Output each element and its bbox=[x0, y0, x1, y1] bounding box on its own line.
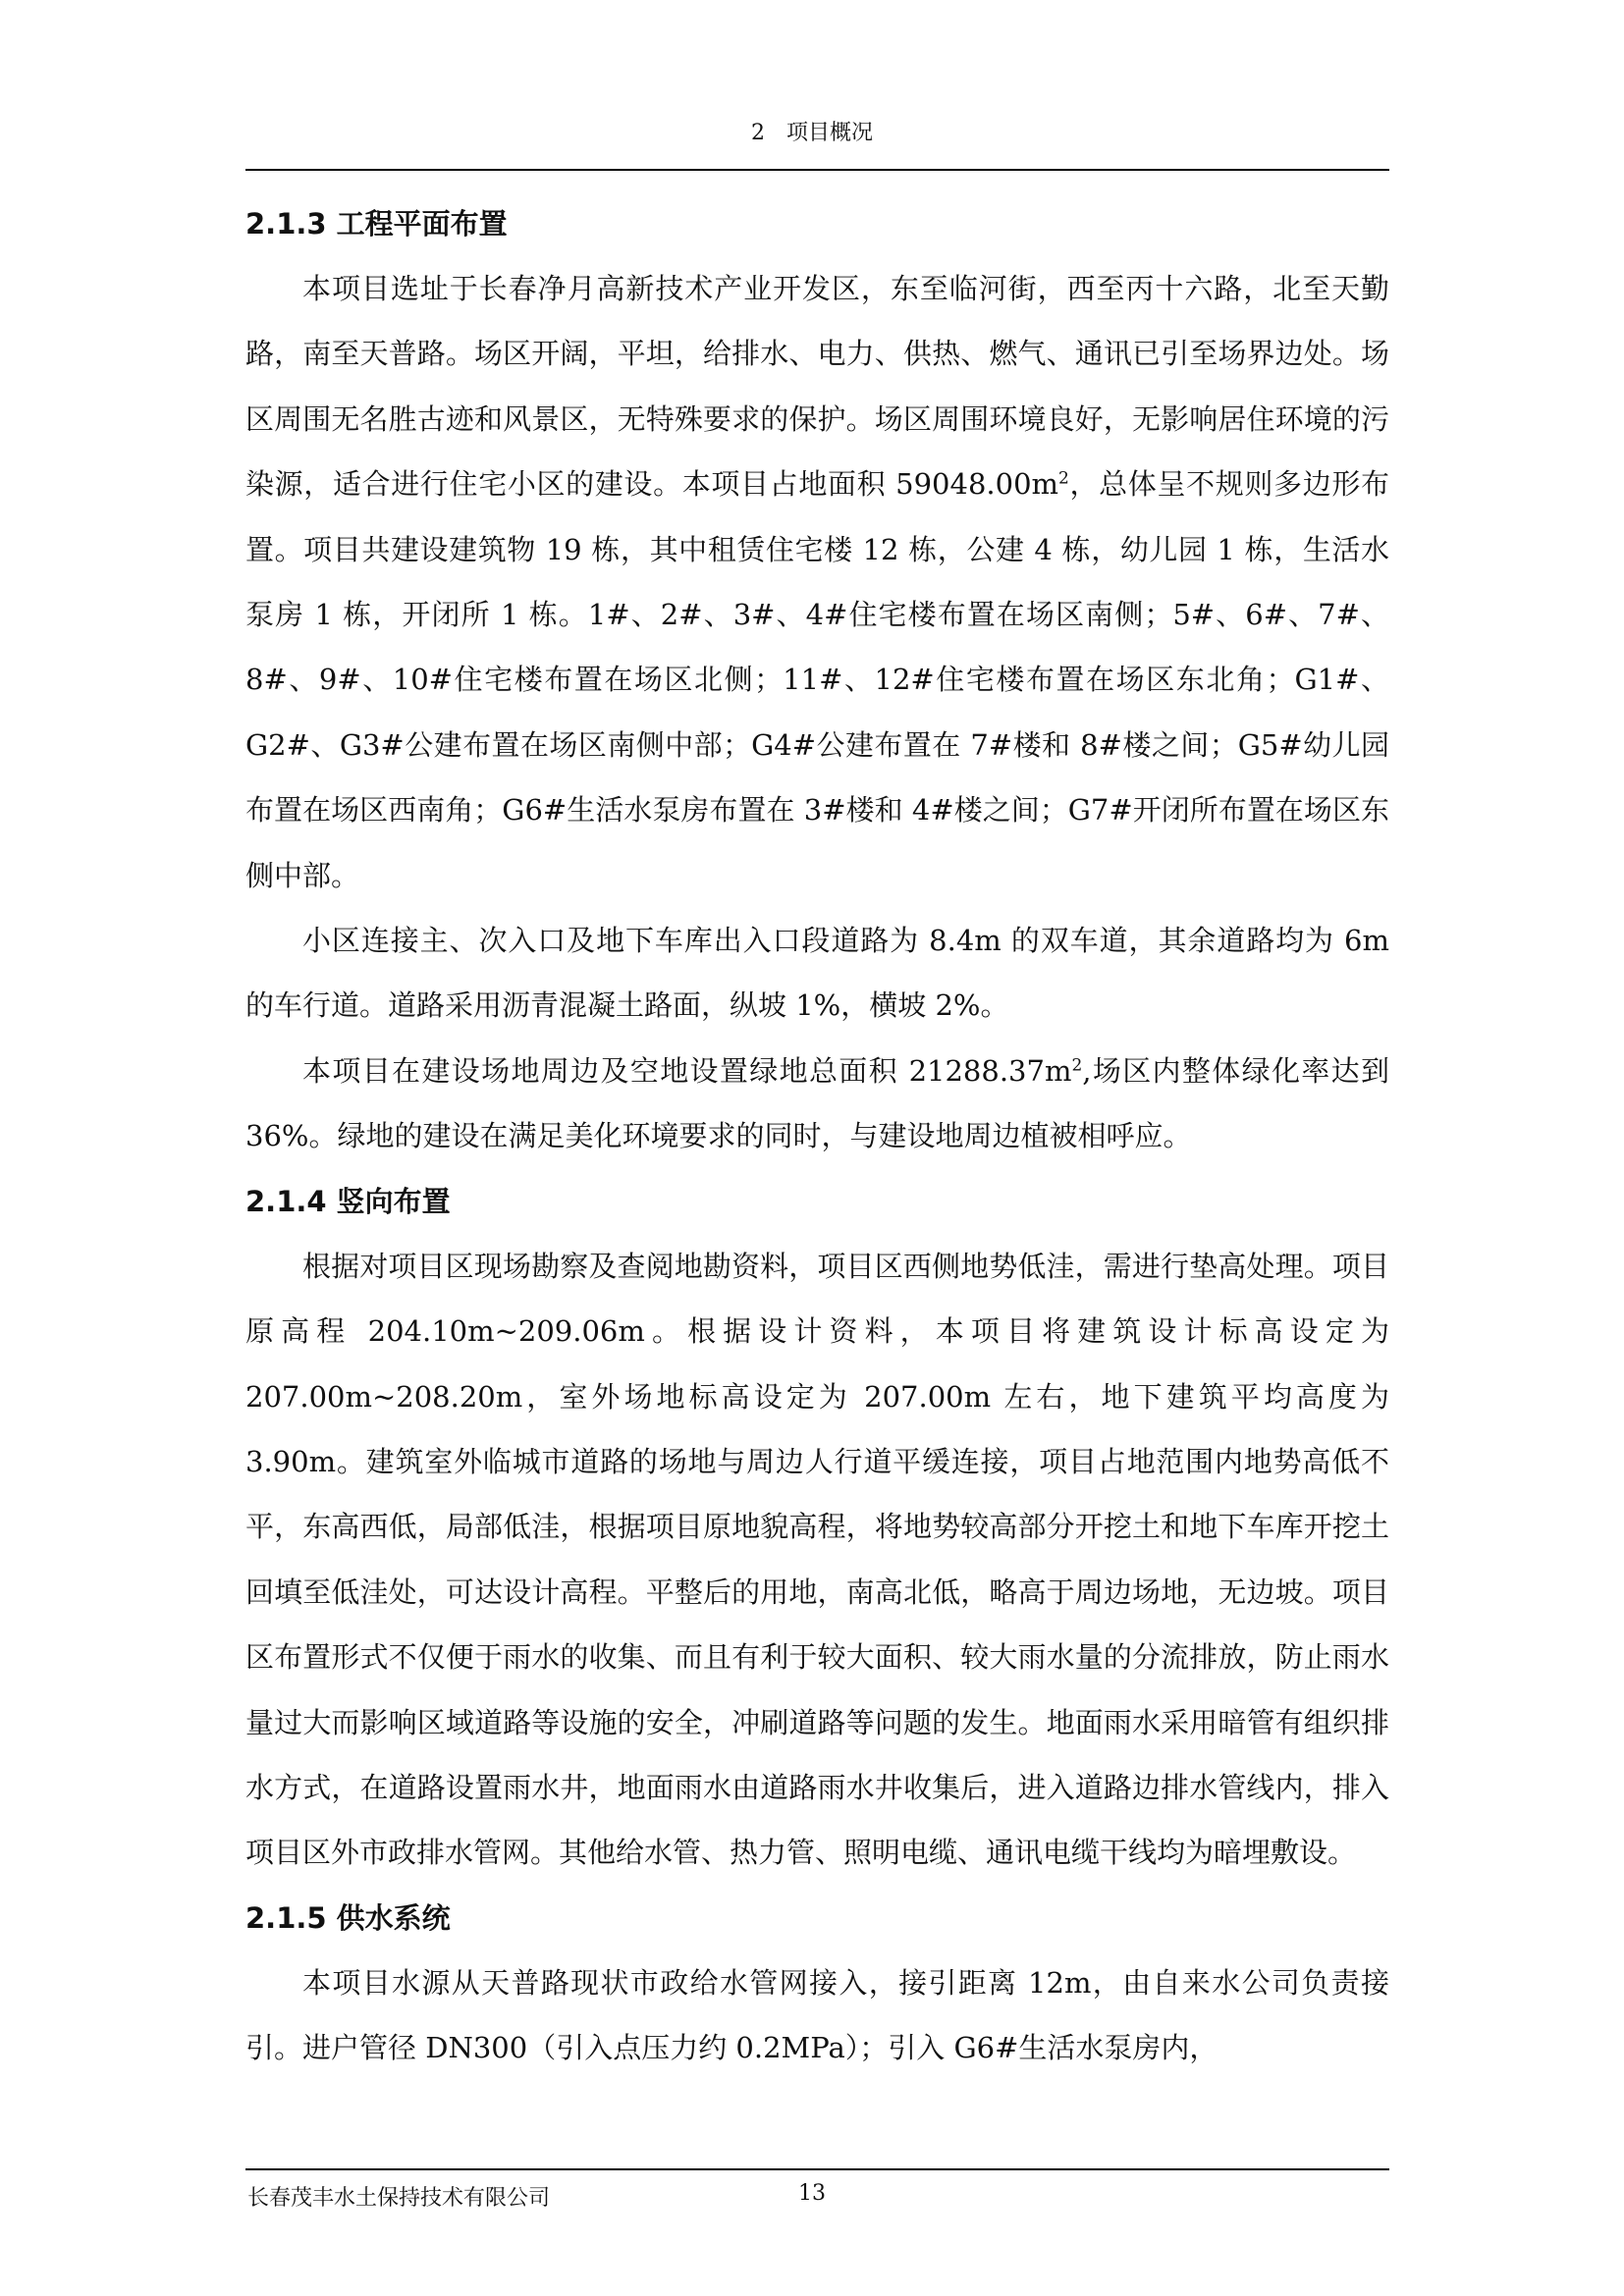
paragraph-greenery-tail: ,场区内整体绿化率达到 36%。绿地的建设在满足美化环境要求的同时，与建设地周边植被相呼应。 bbox=[245, 1053, 1390, 1153]
paragraph-site-layout-text: 本项目选址于长春净月高新技术产业开发区，东至临河街，西至丙十六路，北至天勤路，南至天普路。场区开阔，平坦，给排水、电力、供热、燃气、通讯已引至场界边处。场区周围无名胜古迹和风景区，无特殊要求的保护。场区周围环境良好，无影响居住环境的污染源，适合进行住宅小区的建设。本项目占地面积 59048.00m bbox=[245, 272, 1389, 502]
paragraph-greenery-text: 本项目在建设场地周边及空地设置绿地总面积 21288.37m bbox=[302, 1053, 1072, 1088]
document-body bbox=[245, 191, 1389, 2081]
paragraph-greenery bbox=[245, 1039, 1389, 1169]
paragraph-roads: 小区连接主、次入口及地下车库出入口段道路为 8.4m 的双车道，其余道路均为 6m 的车行道。道路采用沥青混凝土路面，纵坡 1%，横坡 2%。 bbox=[245, 924, 1389, 1023]
paragraph-site-layout bbox=[245, 256, 1389, 908]
footer-divider bbox=[245, 2168, 1389, 2170]
footer-page-number: 13 bbox=[798, 2181, 826, 2206]
superscript: 2 bbox=[1058, 468, 1069, 489]
page-header-title: 2 项目概况 bbox=[751, 121, 873, 145]
section-heading-2-1-5: 2.1.5 供水系统 bbox=[245, 1900, 451, 1935]
section-heading-2-1-4: 2.1.4 竖向布置 bbox=[245, 1184, 451, 1218]
paragraph-site-layout-tail: ，总体呈不规则多边形布置。项目共建设建筑物 19 栋，其中租赁住宅楼 12 栋，公建 4 栋，幼儿园 1 栋，生活水泵房 1 栋，开闭所 1 栋。1#、2#、3#、4#住宅楼布置在场区南侧；5#、6#、7#、8#、9#、10#住宅楼布置在场区北侧；11#、12#住宅楼布置在场区东北角；G1#、G2#、G3#公建布置在场区南侧中部；G4#公建布置在 7#楼和 8#楼之间；G5#幼儿园布置在场区西南角；G6#生活水泵房布置在 3#楼和 4#楼之间；G7#开闭所布置在场区东侧中部。 bbox=[245, 467, 1389, 892]
paragraph-vertical-layout: 根据对项目区现场勘察及查阅地勘资料，项目区西侧地势低洼，需进行垫高处理。项目原高程 204.10m~209.06m。根据设计资料，本项目将建筑设计标高设定为 207.00m~208.20m，室外场地标高设定为 207.00m 左右，地下建筑平均高度为 3.90m。建筑室外临城市道路的场地与周边人行道平缓连接，项目占地范围内地势高低不平，东高西低，局部低洼，根据项目原地貌高程，将地势较高部分开挖土和地下车库开挖土回填至低洼处，可达设计高程。平整后的用地，南高北低，略高于周边场地，无边坡。项目区布置形式不仅便于雨水的收集、而且有利于较大面积、较大雨水量的分流排放，防止雨水量过大而影响区域道路等设施的安全，冲刷道路等问题的发生。地面雨水采用暗管有组织排水方式，在道路设置雨水井，地面雨水由道路雨水井收集后，进入道路边排水管线内，排入项目区外市政排水管网。其他给水管、热力管、照明电缆、通讯电缆干线均为暗埋敷设。 bbox=[245, 1249, 1389, 1870]
footer-company-name: 长春茂丰水土保持技术有限公司 bbox=[247, 2186, 551, 2211]
section-heading-2-1-3: 2.1.3 工程平面布置 bbox=[245, 207, 508, 240]
header-divider bbox=[245, 169, 1389, 171]
superscript: 2 bbox=[1071, 1055, 1083, 1076]
paragraph-water-supply: 本项目水源从天普路现状市政给水管网接入，接引距离 12m，由自来水公司负责接引。进户管径 DN300（引入点压力约 0.2MPa）；引入 G6#生活水泵房内， bbox=[245, 1965, 1389, 2065]
